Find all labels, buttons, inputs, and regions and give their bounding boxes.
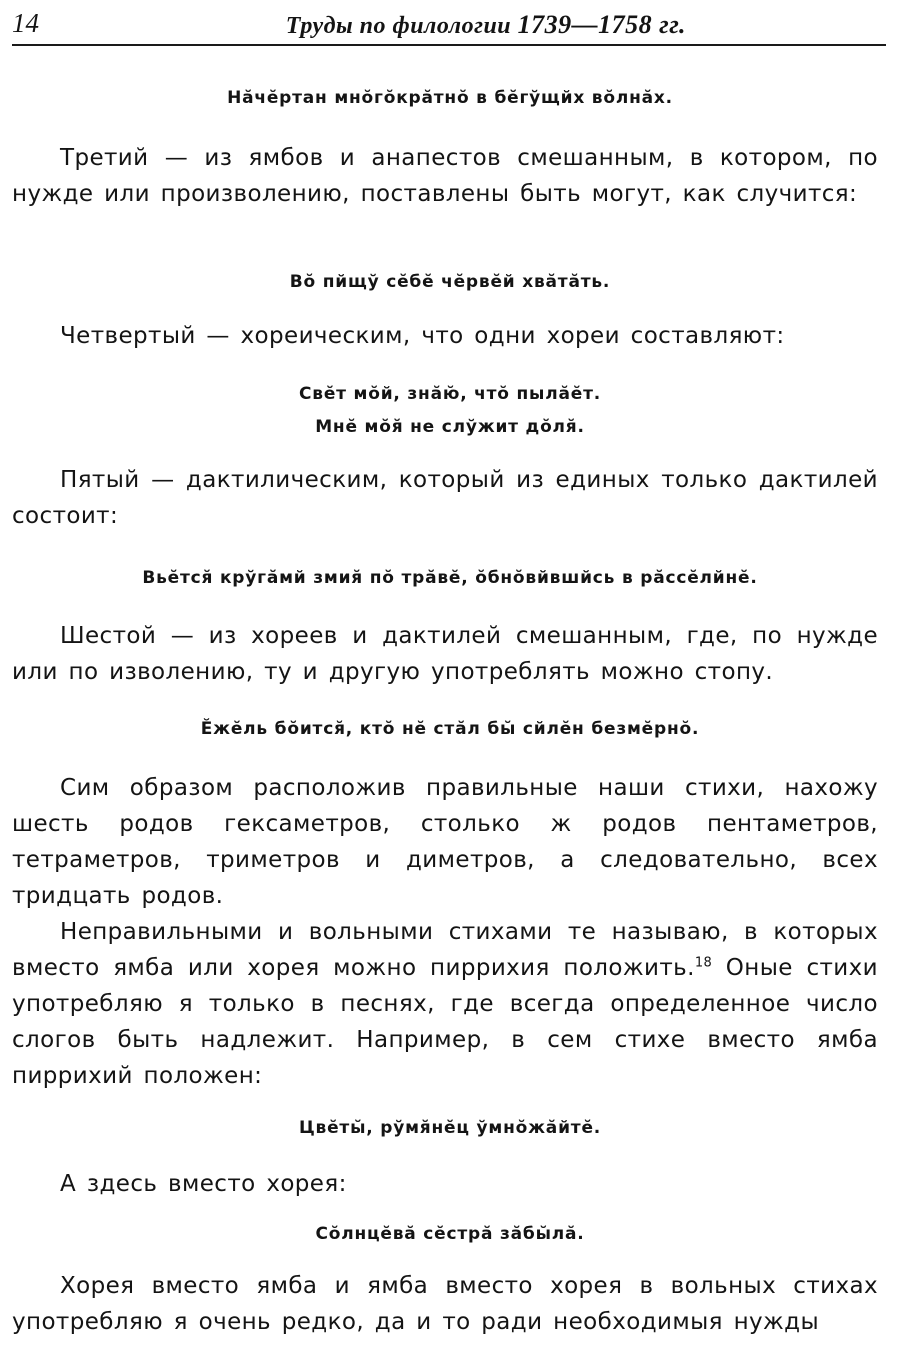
verse-line: Цвӗты̆, рўмя̆нӗц ўмно̆жӑйтӗ.	[298, 1118, 602, 1138]
paragraph-third: Третий — из ямбов и анапестов смешанным, в котором, по нужде или произволению, поставлены быть могут, как случится:	[12, 145, 878, 207]
paragraph-irregular-verse	[12, 914, 878, 1094]
paragraph-fifth: Пятый — дактилическим, который из единых только дактилей состоит:	[12, 467, 878, 529]
verse-line: Ӗжӗль бо̆ится̆, кто̆ нӗ стӑл бы̆ сйлӗн безмӗрно̆.	[200, 719, 700, 739]
paragraph-choree: А здесь вместо хорея:	[60, 1171, 347, 1197]
page-header	[12, 6, 886, 46]
paragraph-final: Хорея вместо ямба и ямба вместо хорея в вольных стихах употребляю я очень редко, да и то ради необходимыя нужды	[12, 1273, 878, 1335]
verse-example-6	[0, 1112, 900, 1145]
verse-line: Мнӗ мо̆я̆ не слўжит до̆ля̆.	[315, 417, 585, 437]
verse-example-5	[0, 713, 900, 746]
footnote-marker: 18	[694, 955, 713, 971]
verse-line: Свӗт мо̆й, знӑю̆, что̆ пылӑӗт.	[298, 384, 601, 404]
paragraph-summary: Сим образом расположив правильные наши стихи, нахожу шесть родов гексаметров, столько ж родов пентаметров, тетраметров, триметров и диметров, а следовательно, всех тридцать родов.	[12, 775, 878, 909]
paragraph-text: Оные стихи употребляю я только в песнях, где всегда определенное число слогов быть надлежит. Например, в сем стихе вместо ямба пиррихий положен:	[12, 955, 878, 1089]
verse-line: Нӑчӗртан мно̆го̆крӑтно̆ в бӗгўщйх во̆лнӑх.	[227, 88, 673, 108]
running-title-years: 1739—1758 гг.	[517, 10, 686, 39]
verse-example-2	[0, 266, 900, 299]
paragraph-fourth: Четвертый — хореическим, что одни хореи составляют:	[60, 323, 785, 349]
page-number: 14	[12, 8, 39, 38]
verse-example-3	[0, 378, 900, 444]
verse-line: Во̆ пйщў сӗбӗ чӗрвӗй хвӑтӑть.	[289, 272, 611, 292]
verse-line: Вьӗтся̆ крўгӑмй змия̆ по̆ трӑвӗ, о̆бно̆вйвшйсь в рӑссӗлйнӗ.	[142, 568, 758, 588]
paragraph-sixth: Шестой — из хореев и дактилей смешанным, где, по нужде или по изволению, ту и другую употреблять можно стопу.	[12, 623, 878, 685]
running-title	[286, 10, 686, 40]
verse-example-1	[0, 82, 900, 115]
running-title-text: Труды по филологии	[285, 13, 512, 39]
verse-line: Со̆лнцӗвӑ сӗстрӑ зӑбы̆лӑ.	[315, 1224, 585, 1244]
verse-example-7	[0, 1218, 900, 1251]
paragraph-text: Неправильными и вольными стихами те называю, в которых вместо ямба или хорея можно пиррихия положить.	[12, 919, 878, 981]
verse-example-4	[0, 562, 900, 595]
